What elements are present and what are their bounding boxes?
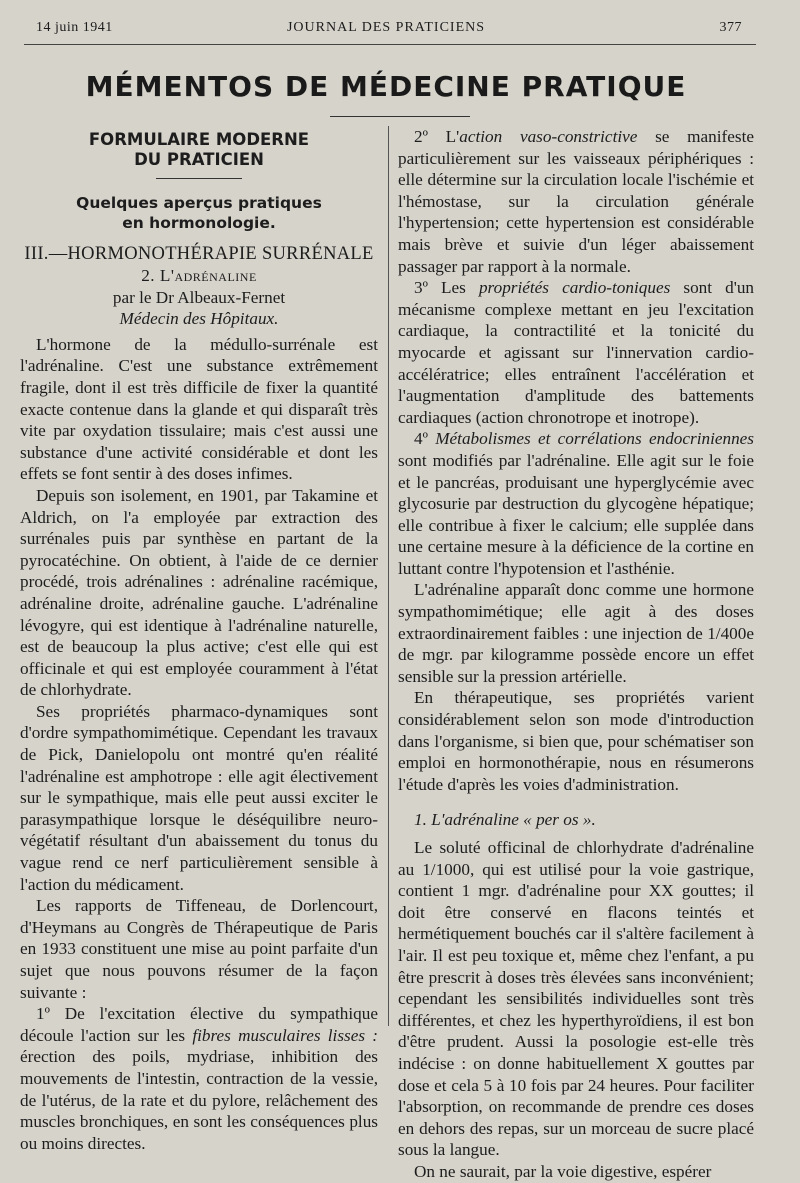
section-heading-line: DU PRATICIEN: [134, 150, 264, 169]
paragraph: Le soluté officinal de chlorhydrate d'adrénaline au 1/1000, qui est utilisé pour la voie gastrique, contient 1 mgr. d'adrénaline pour XX gouttes; il doit être conservé en flacons teintés et hermétiquement bouchés car il s'altère facilement à l'air. Il est peu toxique et, même chez l'enfant, a pu être prescrit à doses très élevées sans inconvénient; cependant les sensibilités individuelles sont très différentes, et chez les hyperthyroïdiens, il est bon d'être prudent. Aussi la posologie est-elle très indécise : on donne habituellement X gouttes par dose et cela 5 à 10 fois par 24 heures. Pour faciliter l'absorption, on recommande de prendre ces doses en dehors des repas, sur un morceau de sucre placé sous la langue.: [398, 838, 754, 1160]
paragraph: L'hormone de la médullo-surrénale est l'adrénaline. C'est une substance extrêmement fragile, dont il est très difficile de fixer la quantité exacte contenue dans la glande et qui disparaît très vite par oxydation tissulaire; mais c'est aussi une substance d'une activité considérable et dont les effets se font sentir à des doses infimes.: [20, 334, 378, 484]
paragraph: Ses propriétés pharmaco-dynamiques sont d'ordre sympathomimétique. Cependant les travaux de Pick, Danielopolu ont montré qu'en réalité l'adrénaline est amphotrope : elle agit électivement sur le sympathique, mais elle peut aussi exciter le parasympathique lorsque le déséquilibre neuro-végétatif résultant d'un abaissement du tonus du vague rend ce nerf particulièrement sensible à l'action du médicament.: [20, 701, 378, 894]
journal-name: JOURNAL DES PRATICIENS: [286, 20, 486, 35]
subsection-heading: 1. L'adrénaline « per os ».: [414, 810, 596, 830]
section-heading-line: FORMULAIRE MODERNE: [88, 130, 310, 149]
section-heading: [20, 130, 378, 170]
paragraph: 1º De l'excitation élective du sympathique découle l'action sur les fibres musculaires lisses : érection des poils, mydriase, inhibition des mouvements de l'intestin, contraction de la vessie, de l'utérus, de la rate et du pylore, relâchement des muscles bronchiques, en sont les conséquences plus ou moins directes.: [20, 1004, 378, 1153]
paragraph: L'adrénaline apparaît donc comme une hormone sympathomimétique; elle agit à des doses extraordinairement faibles : une injection de 1/400e de mgr. par kilogramme possède encore un effet sensible sur la pression artérielle.: [398, 580, 754, 686]
section-subheading: [20, 193, 378, 233]
author-byline: [20, 287, 378, 330]
running-header: [30, 20, 742, 40]
left-column: [20, 126, 378, 1154]
paragraph: 4º Métabolismes et corrélations endocriniennes sont modifiés par l'adrénaline. Elle agit sur le foie et le pancréas, produisant une hyperglycémie avec glycosurie par destruction du glycogène hépatique; elle contribue à fixer le calcium; elle supplée dans une certaine mesure à la déficience de la cortine en luttant contre l'hypotension et l'asthénie.: [398, 429, 754, 578]
section-divider: [156, 178, 242, 179]
paragraph: Les rapports de Tiffeneau, de Dorlencourt, d'Heymans au Congrès de Thérapeutique de Paris en 1933 constituent une mise au point parfaite d'un sujet que nous pouvons résumer de la façon suivante :: [20, 896, 378, 1002]
header-divider: [24, 44, 756, 45]
part-title: III.—HORMONOTHÉRAPIE SURRÉNALE: [24, 244, 374, 264]
paragraph: Depuis son isolement, en 1901, par Takamine et Aldrich, on l'a employée par extraction des surrénales puis par synthèse en partant de la pyrocatéchine. On obtient, à l'aide de ce dernier procédé, trois adrénalines : adrénaline racémique, adrénaline droite, adrénaline gauche. L'adrénaline lévogyre, qui est identique à l'adrénaline naturelle, est de beaucoup la plus active; c'est elle qui est officinale et qui est employée couramment à l'état de chlorhydrate.: [20, 485, 378, 700]
paragraph: 3º Les propriétés cardio-toniques sont d'un mécanisme complexe mettant en jeu l'excitation cardiaque, la contractilité et la tonicité du myocarde et agissant sur l'innervation cardio-accélératrice; elles entraînent l'accélération et l'augmentation d'amplitude des battements cardiaques (action chronotrope et inotrope).: [398, 278, 755, 427]
paragraph: On ne saurait, par la voie digestive, espérer: [414, 1161, 712, 1181]
subheading-line: en hormonologie.: [122, 214, 276, 232]
author-affiliation: Médecin des Hôpitaux.: [119, 309, 279, 329]
page-number: 377: [719, 20, 742, 35]
issue-date: 14 juin 1941: [36, 20, 113, 35]
right-column: [398, 126, 754, 1183]
page-title: MÉMENTOS DE MÉDECINE PRATIQUE: [85, 70, 687, 103]
spacer: [398, 795, 754, 809]
title-underline: [330, 116, 470, 117]
paragraph: En thérapeutique, ses propriétés varient considérablement selon son mode d'introduction dans l'organisme, si bien que, pour schématiser son emploi en hormonothérapie, nous en résumerons l'étude d'après les voies d'administration.: [398, 688, 754, 794]
column-divider: [388, 126, 389, 1026]
author-name: par le Dr Albeaux-Fernet: [112, 287, 286, 307]
subheading-line: Quelques aperçus pratiques: [76, 194, 322, 212]
part-subtitle: 2. L'adrénaline: [141, 266, 257, 285]
paragraph: 2º L'action vaso-constrictive se manifeste particulièrement sur les vaisseaux périphériques : elle détermine sur la circulation locale l'ischémie et l'hémostase, sur la circulation générale l'hypertension; cette hypertension est considérable mais brève et suivie d'un léger abaissement passager par rapport à la normale.: [398, 127, 754, 276]
